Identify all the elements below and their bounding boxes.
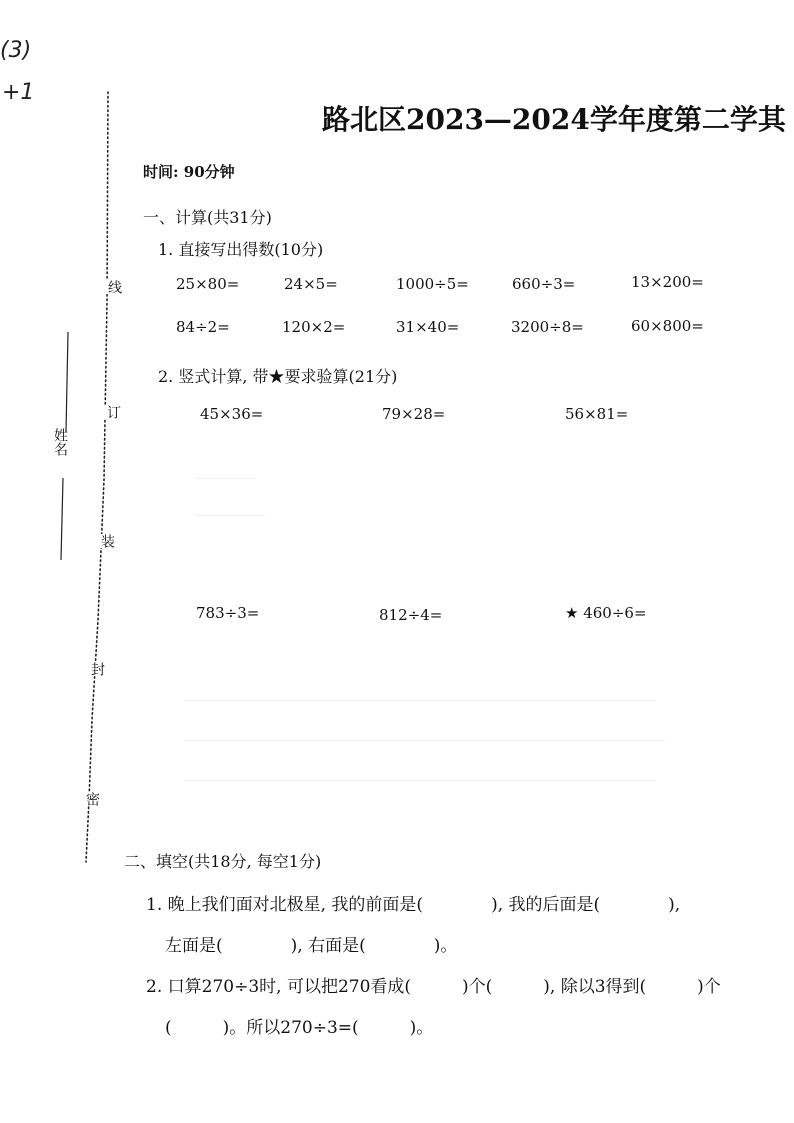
name-label: 姓名	[52, 428, 68, 456]
seal-char-ding: 订	[105, 405, 121, 419]
q1-heading: 1. 直接写出得数(10分)	[158, 240, 324, 259]
name-underline-lower	[61, 478, 63, 560]
q1-item: 13×200=	[631, 273, 704, 291]
seal-char-xian: 线	[106, 280, 122, 294]
q2-heading: 2. 竖式计算, 带★要求验算(21分)	[158, 367, 398, 386]
q1-item: 25×80=	[176, 275, 240, 293]
q2-item-starred: ★ 460÷6=	[565, 604, 647, 622]
fill-q1-line2: 左面是( ), 右面是( )。	[165, 936, 458, 956]
dotted-cut-line	[86, 92, 108, 862]
q1-item: 24×5=	[284, 275, 338, 293]
seal-char-mi: 密	[84, 792, 100, 806]
q2-item: 783÷3=	[196, 604, 260, 622]
fill-q2-line1: 2. 口算270÷3时, 可以把270看成( )个( ), 除以3得到( )个	[146, 977, 721, 997]
q2-item: 812÷4=	[379, 606, 443, 624]
q2-item: 56×81=	[565, 405, 629, 423]
q1-item: 3200÷8=	[511, 318, 584, 336]
q1-item: 84÷2=	[176, 318, 230, 336]
section-2-heading: 二、填空(共18分, 每空1分)	[124, 852, 322, 871]
seal-char-zhuang: 装	[99, 534, 115, 548]
seal-char-feng: 封	[89, 662, 105, 676]
q1-item: 31×40=	[396, 318, 460, 336]
q1-item: 1000÷5=	[396, 275, 469, 293]
name-underline-upper	[66, 332, 68, 432]
fill-q2-line2: ( )。所以270÷3=( )。	[165, 1018, 434, 1038]
q2-item: 79×28=	[382, 405, 446, 423]
q1-item: 120×2=	[282, 318, 346, 336]
exam-title: 路北区2023—2024学年度第二学其	[322, 103, 786, 136]
handwritten-note-2: +1	[2, 80, 35, 105]
exam-time: 时间: 90分钟	[143, 163, 235, 181]
fill-q1-line1: 1. 晚上我们面对北极星, 我的前面是( ), 我的后面是( ),	[146, 895, 681, 915]
section-1-heading: 一、计算(共31分)	[143, 208, 272, 227]
q1-item: 60×800=	[631, 317, 704, 335]
q2-item: 45×36=	[200, 405, 264, 423]
handwritten-note-1: (3)	[0, 38, 32, 63]
q1-item: 660÷3=	[512, 275, 576, 293]
